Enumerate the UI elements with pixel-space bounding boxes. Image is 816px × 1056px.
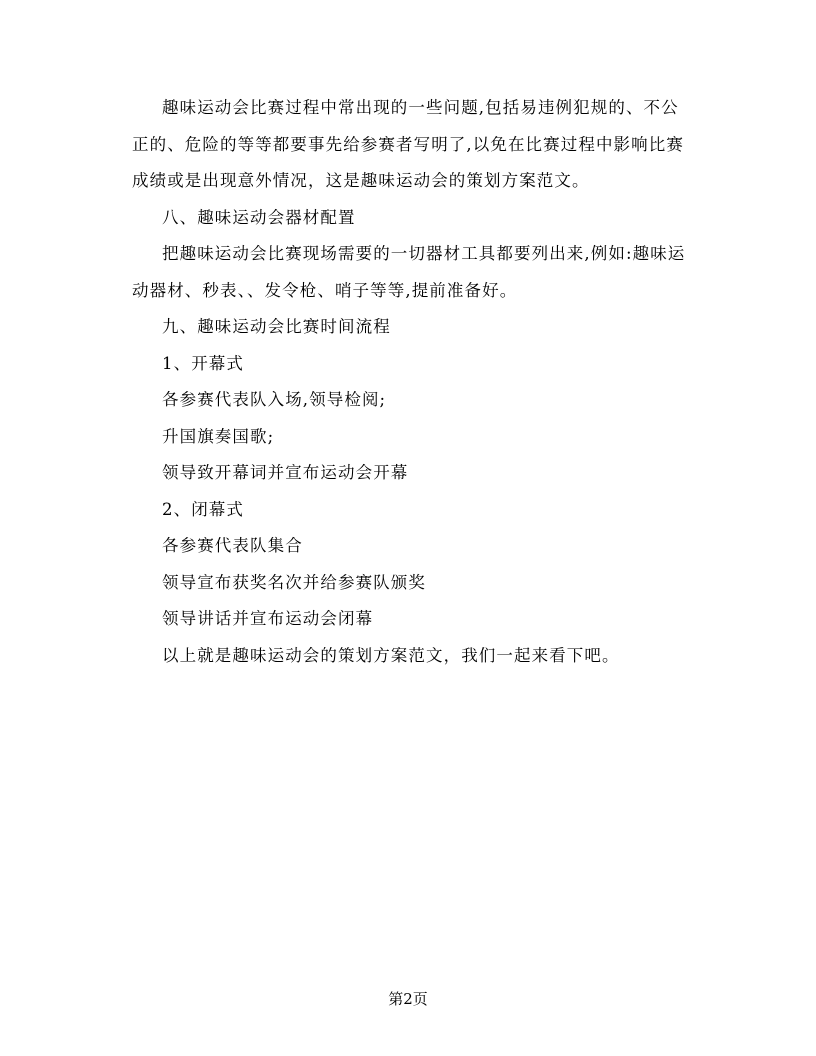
item-closing-speech: 领导讲话并宣布运动会闭幕 — [162, 609, 374, 628]
item-team-assembly: 各参赛代表队集合 — [162, 536, 303, 555]
document-body — [132, 90, 692, 674]
item-opening-speech: 领导致开幕词并宣布运动会开幕 — [162, 463, 409, 482]
item-team-entrance: 各参赛代表队入场,领导检阅; — [162, 390, 387, 409]
heading-schedule: 九、趣味运动会比赛时间流程 — [162, 317, 391, 336]
item-flag-anthem: 升国旗奏国歌; — [162, 426, 275, 446]
item-closing-ceremony: 2、闭幕式 — [162, 499, 244, 519]
heading-equipment: 八、趣味运动会器材配置 — [162, 207, 356, 227]
item-award-announcement: 领导宣布获奖名次并给参赛队颁奖 — [162, 572, 426, 592]
paragraph-conclusion: 以上就是趣味运动会的策划方案范文，我们一起来看下吧。 — [162, 645, 620, 665]
page-number: 第2页 — [388, 990, 428, 1008]
item-opening-ceremony: 1、开幕式 — [162, 353, 244, 373]
paragraph-rules-notice: 趣味运动会比赛过程中常出现的一些问题,包括易违例犯规的、不公正的、危险的等等都要事先给参赛者写明了,以免在比赛过程中影响比赛成绩或是出现意外情况，这是趣味运动会的策划方案范文。 — [132, 98, 684, 190]
paragraph-equipment: 把趣味运动会比赛现场需要的一切器材工具都要列出来,例如:趣味运动器材、秒表、、发令枪、哨子等等,提前准备好。 — [132, 244, 686, 300]
